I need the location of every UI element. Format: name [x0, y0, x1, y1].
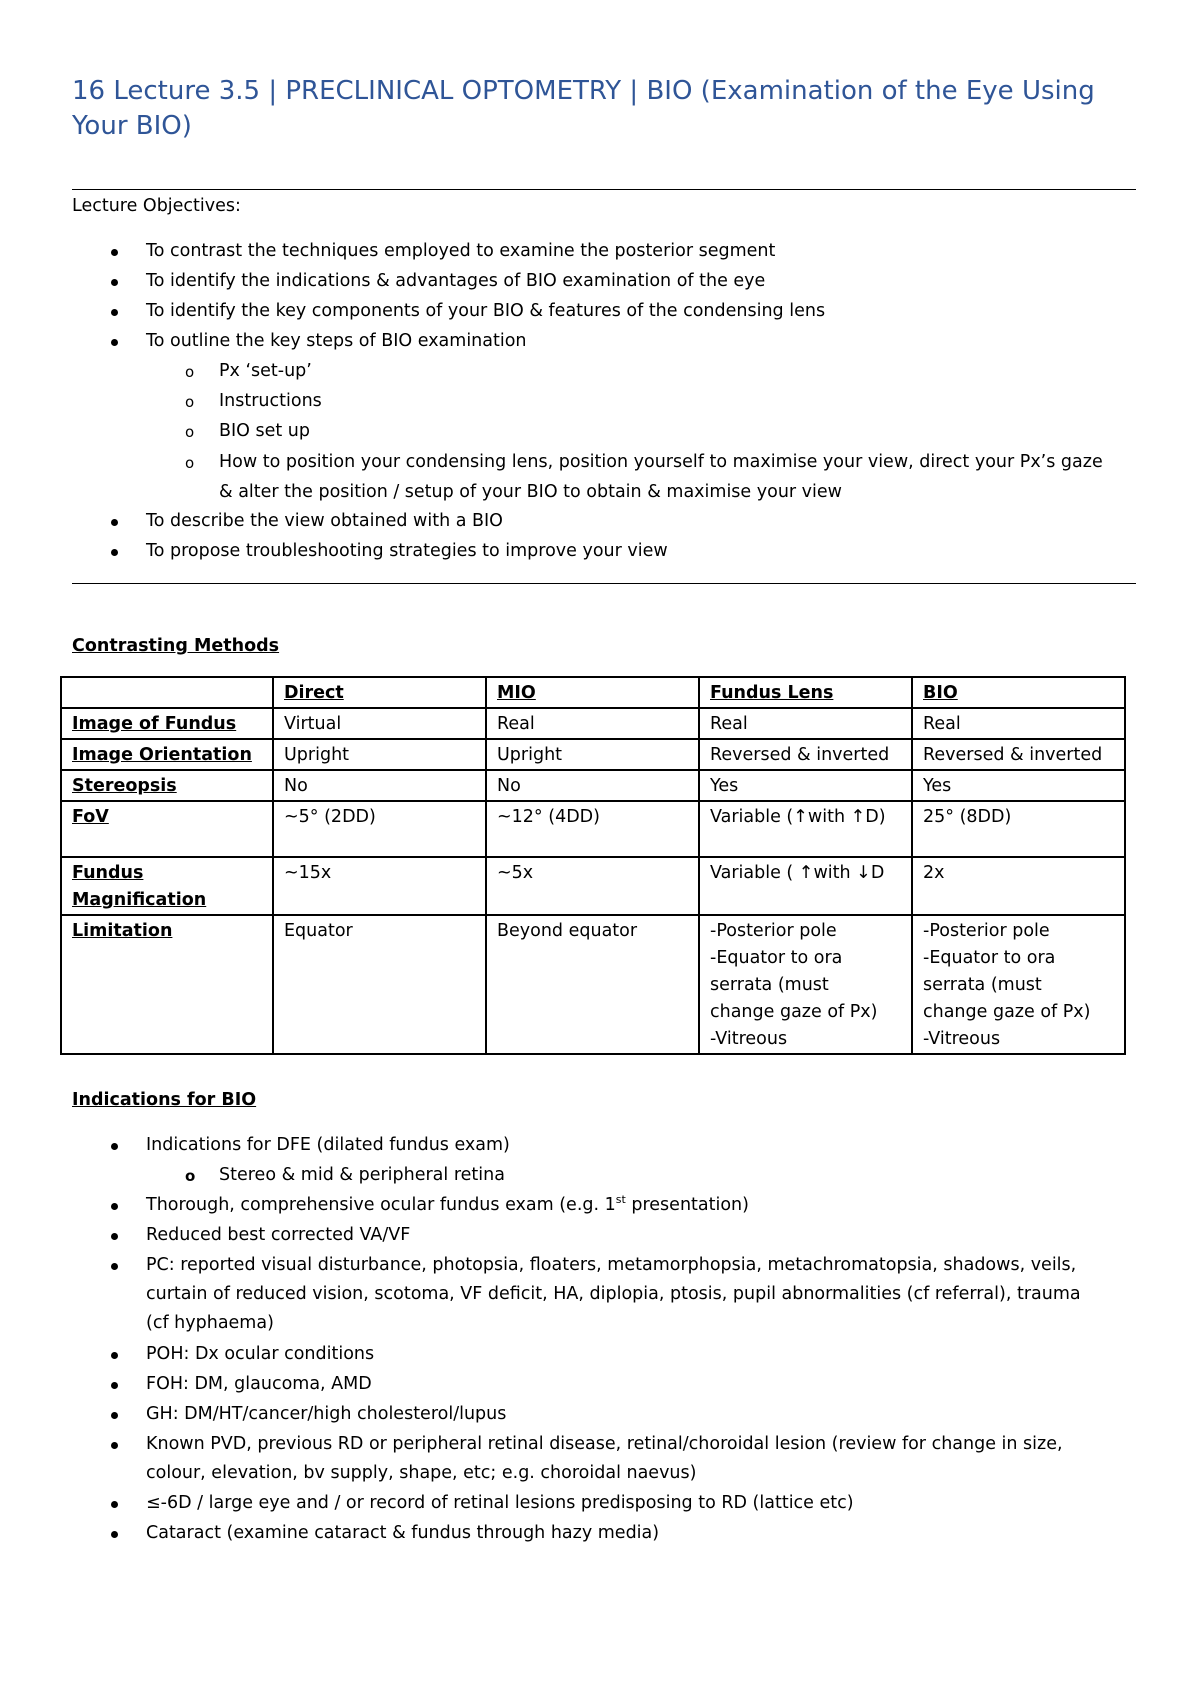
indication-item: PC: reported visual disturbance, photopsia, floaters, metamorphopsia, metachromatopsia, shadows, veils, — [146, 1255, 1077, 1275]
bullet-icon — [111, 549, 118, 556]
page-title: 16 Lecture 3.5 | PRECLINICAL OPTOMETRY | BIO (Examination of the Eye Using Your BIO) — [72, 76, 1095, 141]
bullet-icon — [111, 1233, 118, 1240]
bullet-icon — [111, 309, 118, 316]
indication-item: ≤-6D / large eye and / or record of retinal lesions predisposing to RD (lattice etc) — [146, 1493, 854, 1513]
table-cell: Upright — [273, 739, 486, 770]
indication-text: Thorough, comprehensive ocular fundus exam (e.g. 1 — [146, 1195, 616, 1215]
cell-line: -Vitreous — [923, 1029, 1001, 1049]
contrasting-methods-table — [60, 676, 1126, 1055]
indication-item: Reduced best corrected VA/VF — [146, 1225, 411, 1245]
cell-line: change gaze of Px) — [923, 1002, 1091, 1022]
table-header-cell: BIO — [912, 677, 1125, 708]
row-label — [61, 857, 273, 915]
indications-heading: Indications for BIO — [72, 1090, 257, 1110]
bullet-icon — [111, 1501, 118, 1508]
indication-item: Known PVD, previous RD or peripheral retinal disease, retinal/choroidal lesion (review for change in size, — [146, 1434, 1063, 1454]
table-cell: Yes — [699, 770, 912, 801]
table-cell: Reversed & inverted — [912, 739, 1125, 770]
bullet-icon — [111, 279, 118, 286]
table-header-cell — [61, 677, 273, 708]
row-label: FoV — [61, 801, 273, 857]
table-cell: No — [486, 770, 699, 801]
cell-line: -Posterior pole — [710, 921, 837, 941]
table-cell: Beyond equator — [486, 915, 699, 1054]
indication-subitem: Stereo & mid & peripheral retina — [219, 1165, 505, 1185]
bullet-icon — [111, 1203, 118, 1210]
indication-item-continued: colour, elevation, bv supply, shape, etc; e.g. choroidal naevus) — [146, 1463, 697, 1483]
table-header-cell: Fundus Lens — [699, 677, 912, 708]
table-cell: Real — [486, 708, 699, 739]
indication-item: POH: Dx ocular conditions — [146, 1344, 375, 1364]
table-cell: Virtual — [273, 708, 486, 739]
objective-item: To identify the key components of your BIO & features of the condensing lens — [146, 301, 826, 321]
table-cell: 2x — [912, 857, 1125, 915]
bullet-icon — [111, 1352, 118, 1359]
objective-subitem: BIO set up — [219, 421, 311, 441]
table-row — [61, 915, 1125, 1054]
table-cell: No — [273, 770, 486, 801]
indication-item-continued: curtain of reduced vision, scotoma, VF deficit, HA, diplopia, ptosis, pupil abnormalities (cf referral), trauma — [146, 1284, 1081, 1304]
contrasting-heading: Contrasting Methods — [72, 636, 280, 656]
objective-subitem: Instructions — [219, 391, 322, 411]
cell-line: -Vitreous — [710, 1029, 788, 1049]
sub-bullet-marker: o — [185, 363, 195, 381]
table-cell: ~12° (4DD) — [486, 801, 699, 857]
bullet-icon — [111, 339, 118, 346]
table-header-cell: MIO — [486, 677, 699, 708]
sub-bullet-marker: o — [185, 423, 195, 441]
table-cell: Real — [912, 708, 1125, 739]
indication-text: presentation) — [625, 1195, 749, 1215]
table-cell: Equator — [273, 915, 486, 1054]
row-label-line: Magnification — [72, 890, 207, 910]
divider-bottom — [72, 583, 1136, 584]
bullet-icon — [111, 1531, 118, 1538]
table-cell — [912, 915, 1125, 1054]
cell-line: serrata (must — [923, 975, 1042, 995]
bullet-icon — [111, 1263, 118, 1270]
objective-item: To describe the view obtained with a BIO — [146, 511, 503, 531]
objective-item: To outline the key steps of BIO examination — [146, 331, 527, 351]
objectives-heading: Lecture Objectives: — [72, 196, 241, 216]
indication-item: GH: DM/HT/cancer/high cholesterol/lupus — [146, 1404, 507, 1424]
bullet-icon — [111, 1382, 118, 1389]
indication-item: Cataract (examine cataract & fundus through hazy media) — [146, 1523, 660, 1543]
table-row — [61, 801, 1125, 857]
cell-line: change gaze of Px) — [710, 1002, 878, 1022]
bullet-icon — [111, 1143, 118, 1150]
indication-item — [146, 1195, 749, 1216]
cell-line: -Equator to ora — [923, 948, 1056, 968]
table-cell: Upright — [486, 739, 699, 770]
table-header-cell: Direct — [273, 677, 486, 708]
objective-item: To propose troubleshooting strategies to improve your view — [146, 541, 668, 561]
row-label-line: Fundus — [72, 863, 144, 883]
bullet-icon — [111, 1412, 118, 1419]
table-row — [61, 770, 1125, 801]
row-label: Image Orientation — [61, 739, 273, 770]
table-cell: Variable ( ↑with ↓D — [699, 857, 912, 915]
row-label: Image of Fundus — [61, 708, 273, 739]
table-cell — [699, 915, 912, 1054]
sub-bullet-marker: o — [185, 1167, 196, 1185]
table-cell: ~5x — [486, 857, 699, 915]
objective-subitem: How to position your condensing lens, position yourself to maximise your view, direct your Px’s gaze — [219, 452, 1103, 472]
divider-top — [72, 189, 1136, 190]
indication-item: FOH: DM, glaucoma, AMD — [146, 1374, 372, 1394]
bullet-icon — [111, 519, 118, 526]
cell-line: -Posterior pole — [923, 921, 1050, 941]
table-cell: 25° (8DD) — [912, 801, 1125, 857]
table-row — [61, 708, 1125, 739]
table-cell: ~15x — [273, 857, 486, 915]
table-header-row — [61, 677, 1125, 708]
indication-item: Indications for DFE (dilated fundus exam) — [146, 1135, 510, 1155]
objective-subitem: Px ‘set-up’ — [219, 361, 312, 381]
cell-line: serrata (must — [710, 975, 829, 995]
objective-item: To contrast the techniques employed to examine the posterior segment — [146, 241, 776, 261]
table-cell: Reversed & inverted — [699, 739, 912, 770]
table-cell: ~5° (2DD) — [273, 801, 486, 857]
bullet-icon — [111, 249, 118, 256]
table-cell: Variable (↑with ↑D) — [699, 801, 912, 857]
bullet-icon — [111, 1442, 118, 1449]
sub-bullet-marker: o — [185, 454, 195, 472]
objective-subitem-continued: & alter the position / setup of your BIO to obtain & maximise your view — [219, 482, 842, 502]
table-row — [61, 739, 1125, 770]
objective-item: To identify the indications & advantages of BIO examination of the eye — [146, 271, 766, 291]
cell-line: -Equator to ora — [710, 948, 843, 968]
sub-bullet-marker: o — [185, 393, 195, 411]
table-cell: Real — [699, 708, 912, 739]
table-row — [61, 857, 1125, 915]
superscript: st — [615, 1193, 626, 1207]
row-label: Stereopsis — [61, 770, 273, 801]
row-label: Limitation — [61, 915, 273, 1054]
table-cell: Yes — [912, 770, 1125, 801]
indication-item-continued: (cf hyphaema) — [146, 1313, 274, 1333]
